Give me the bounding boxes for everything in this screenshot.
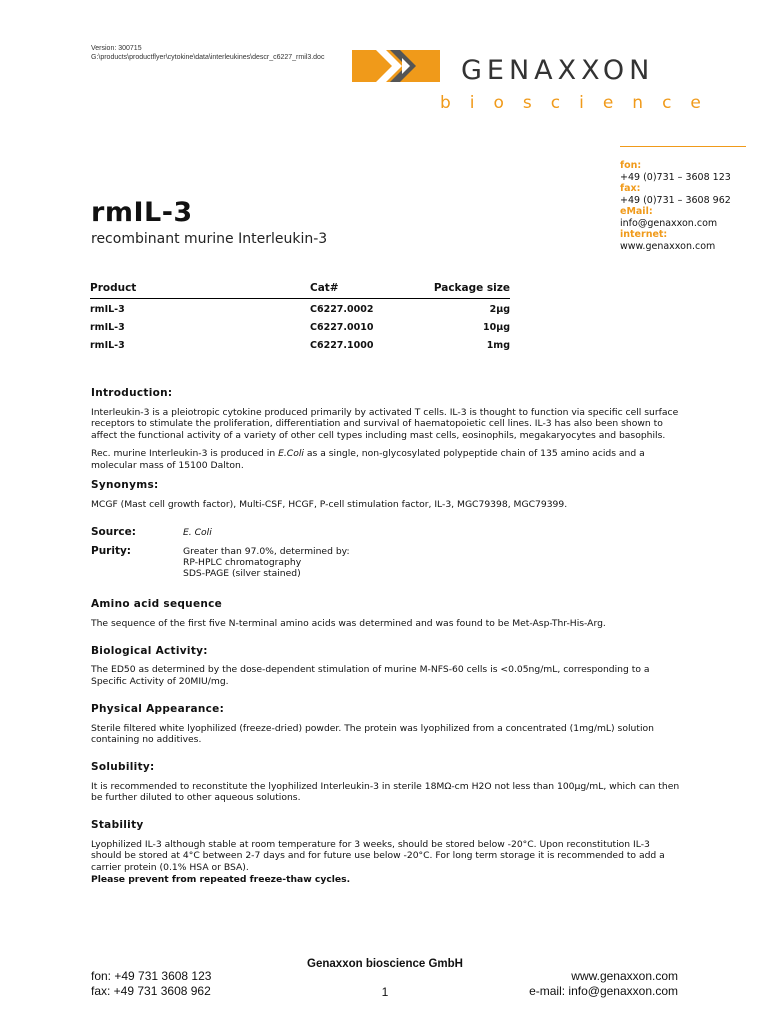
header-package: Package size <box>400 282 510 299</box>
intro-p2-c: as a single, non-glycosylated polypeptide chain of 135 amino acids and a molecular mass of 15100 Dalton. <box>91 447 645 471</box>
source-row <box>91 527 683 539</box>
genaxxon-logo-icon <box>352 50 440 82</box>
cell-product: rmIL-3 <box>90 322 125 333</box>
cell-cat: C6227.0002 <box>310 304 374 315</box>
header-cat: Cat# <box>310 282 400 299</box>
purity-line-2: RP-HPLC chromatography <box>183 557 302 569</box>
purity-line-1: Greater than 97.0%, determined by: <box>183 546 350 558</box>
stability-warning: Please prevent from repeated freeze-thaw cycles. <box>91 873 351 885</box>
cell-product: rmIL-3 <box>90 304 125 315</box>
intro-paragraph-2 <box>91 448 683 471</box>
header-product: Product <box>90 282 310 299</box>
amino-heading: Amino acid sequence <box>91 598 223 611</box>
file-path-text: G:\products\productflyer\cytokine\data\interleukines\descr_c6227_rmil3.doc <box>91 54 325 61</box>
footer-fax: fax: +49 731 3608 962 <box>91 984 211 998</box>
bio-heading: Biological Activity: <box>91 644 208 657</box>
purity-row <box>91 546 683 579</box>
purity-label: Purity: <box>91 545 132 558</box>
page-title: rmIL-3 <box>91 197 193 228</box>
cell-cat: C6227.0010 <box>310 322 374 333</box>
footer-web[interactable]: www.genaxxon.com <box>571 969 678 983</box>
table-row <box>90 335 510 353</box>
intro-paragraph-1: Interleukin-3 is a pleiotropic cytokine produced primarily by activated T cells. IL-3 is thought to function via specific cell surface receptors to stimulate the proliferation, differentiation and survival of haematopoietic cell lines. IL-3 has also been shown to affect the functional activity of a variety of other cell types including mast cells, eosinophils, megakaryocytes and basophils. <box>91 406 679 442</box>
main-content <box>91 388 683 886</box>
page-number: 1 <box>381 985 389 999</box>
intro-p2-organism: E.Coli <box>278 447 304 459</box>
table-header-row <box>90 282 510 299</box>
solubility-heading: Solubility: <box>91 760 155 773</box>
internet-label: internet: <box>620 229 668 240</box>
cell-cat: C6227.1000 <box>310 340 374 351</box>
email-label: eMail: <box>620 206 653 217</box>
table-row <box>90 299 510 318</box>
fax-value: +49 (0)731 – 3608 962 <box>620 194 731 206</box>
brand-subtitle: bioscience <box>440 93 720 113</box>
footer-fon: fon: +49 731 3608 123 <box>91 969 212 983</box>
bio-text: The ED50 as determined by the dose-dependent stimulation of murine M-NFS-60 cells is <0.05ng/mL, corresponding to a Specific Activity of 20MIU/mg. <box>91 664 650 688</box>
synonyms-heading: Synonyms: <box>91 479 159 492</box>
internet-value[interactable]: www.genaxxon.com <box>620 240 716 252</box>
fax-label: fax: <box>620 183 641 194</box>
footer-email[interactable]: e-mail: info@genaxxon.com <box>529 984 678 998</box>
email-value[interactable]: info@genaxxon.com <box>620 217 718 229</box>
physical-heading: Physical Appearance: <box>91 702 225 715</box>
fon-value: +49 (0)731 – 3608 123 <box>620 171 731 183</box>
solubility-text: It is recommended to reconstitute the lyophilized Interleukin-3 in sterile 18MΩ-cm H2O not less than 100µg/mL, which can then be further diluted to other aqueous solutions. <box>91 780 680 804</box>
footer-contact-right <box>529 969 678 999</box>
source-value: E. Coli <box>183 526 212 538</box>
cell-product: rmIL-3 <box>90 340 125 351</box>
version-text: Version: 300715 <box>91 45 142 52</box>
product-table <box>90 282 510 353</box>
contact-divider <box>620 146 746 147</box>
intro-heading: Introduction: <box>91 387 173 399</box>
physical-text: Sterile filtered white lyophilized (freeze-dried) powder. The protein was lyophilized from a concentrated (1mg/mL) solution containing no additives. <box>91 722 654 746</box>
stability-text: Lyophilized IL-3 although stable at room temperature for 3 weeks, should be stored below -20°C. Upon reconstitution IL-3 should be stored at 4°C between 2-7 days and for future use below -20°C. For long term storage it is recommended to add a carrier protein (0.1% HSA or BSA). <box>91 838 665 874</box>
cell-package: 2µg <box>489 304 510 315</box>
fon-label: fon: <box>620 160 642 171</box>
contact-block <box>620 160 770 252</box>
stability-heading: Stability <box>91 819 144 832</box>
page-subtitle: recombinant murine Interleukin-3 <box>91 231 328 247</box>
synonyms-text: MCGF (Mast cell growth factor), Multi-CSF, HCGF, P-cell stimulation factor, IL-3, MGC79398, MGC79399. <box>91 498 568 510</box>
source-label: Source: <box>91 525 136 538</box>
footer-company: Genaxxon bioscience GmbH <box>307 958 463 970</box>
intro-p2-a: Rec. murine Interleukin-3 is produced in <box>91 447 279 459</box>
amino-text: The sequence of the first five N-terminal amino acids was determined and was found to be Met-Asp-Thr-His-Arg. <box>91 618 606 630</box>
cell-package: 10µg <box>482 322 510 333</box>
brand-name: GENAXXON <box>461 55 655 86</box>
table-row <box>90 317 510 335</box>
purity-line-3: SDS-PAGE (silver stained) <box>183 568 301 580</box>
cell-package: 1mg <box>486 340 510 351</box>
